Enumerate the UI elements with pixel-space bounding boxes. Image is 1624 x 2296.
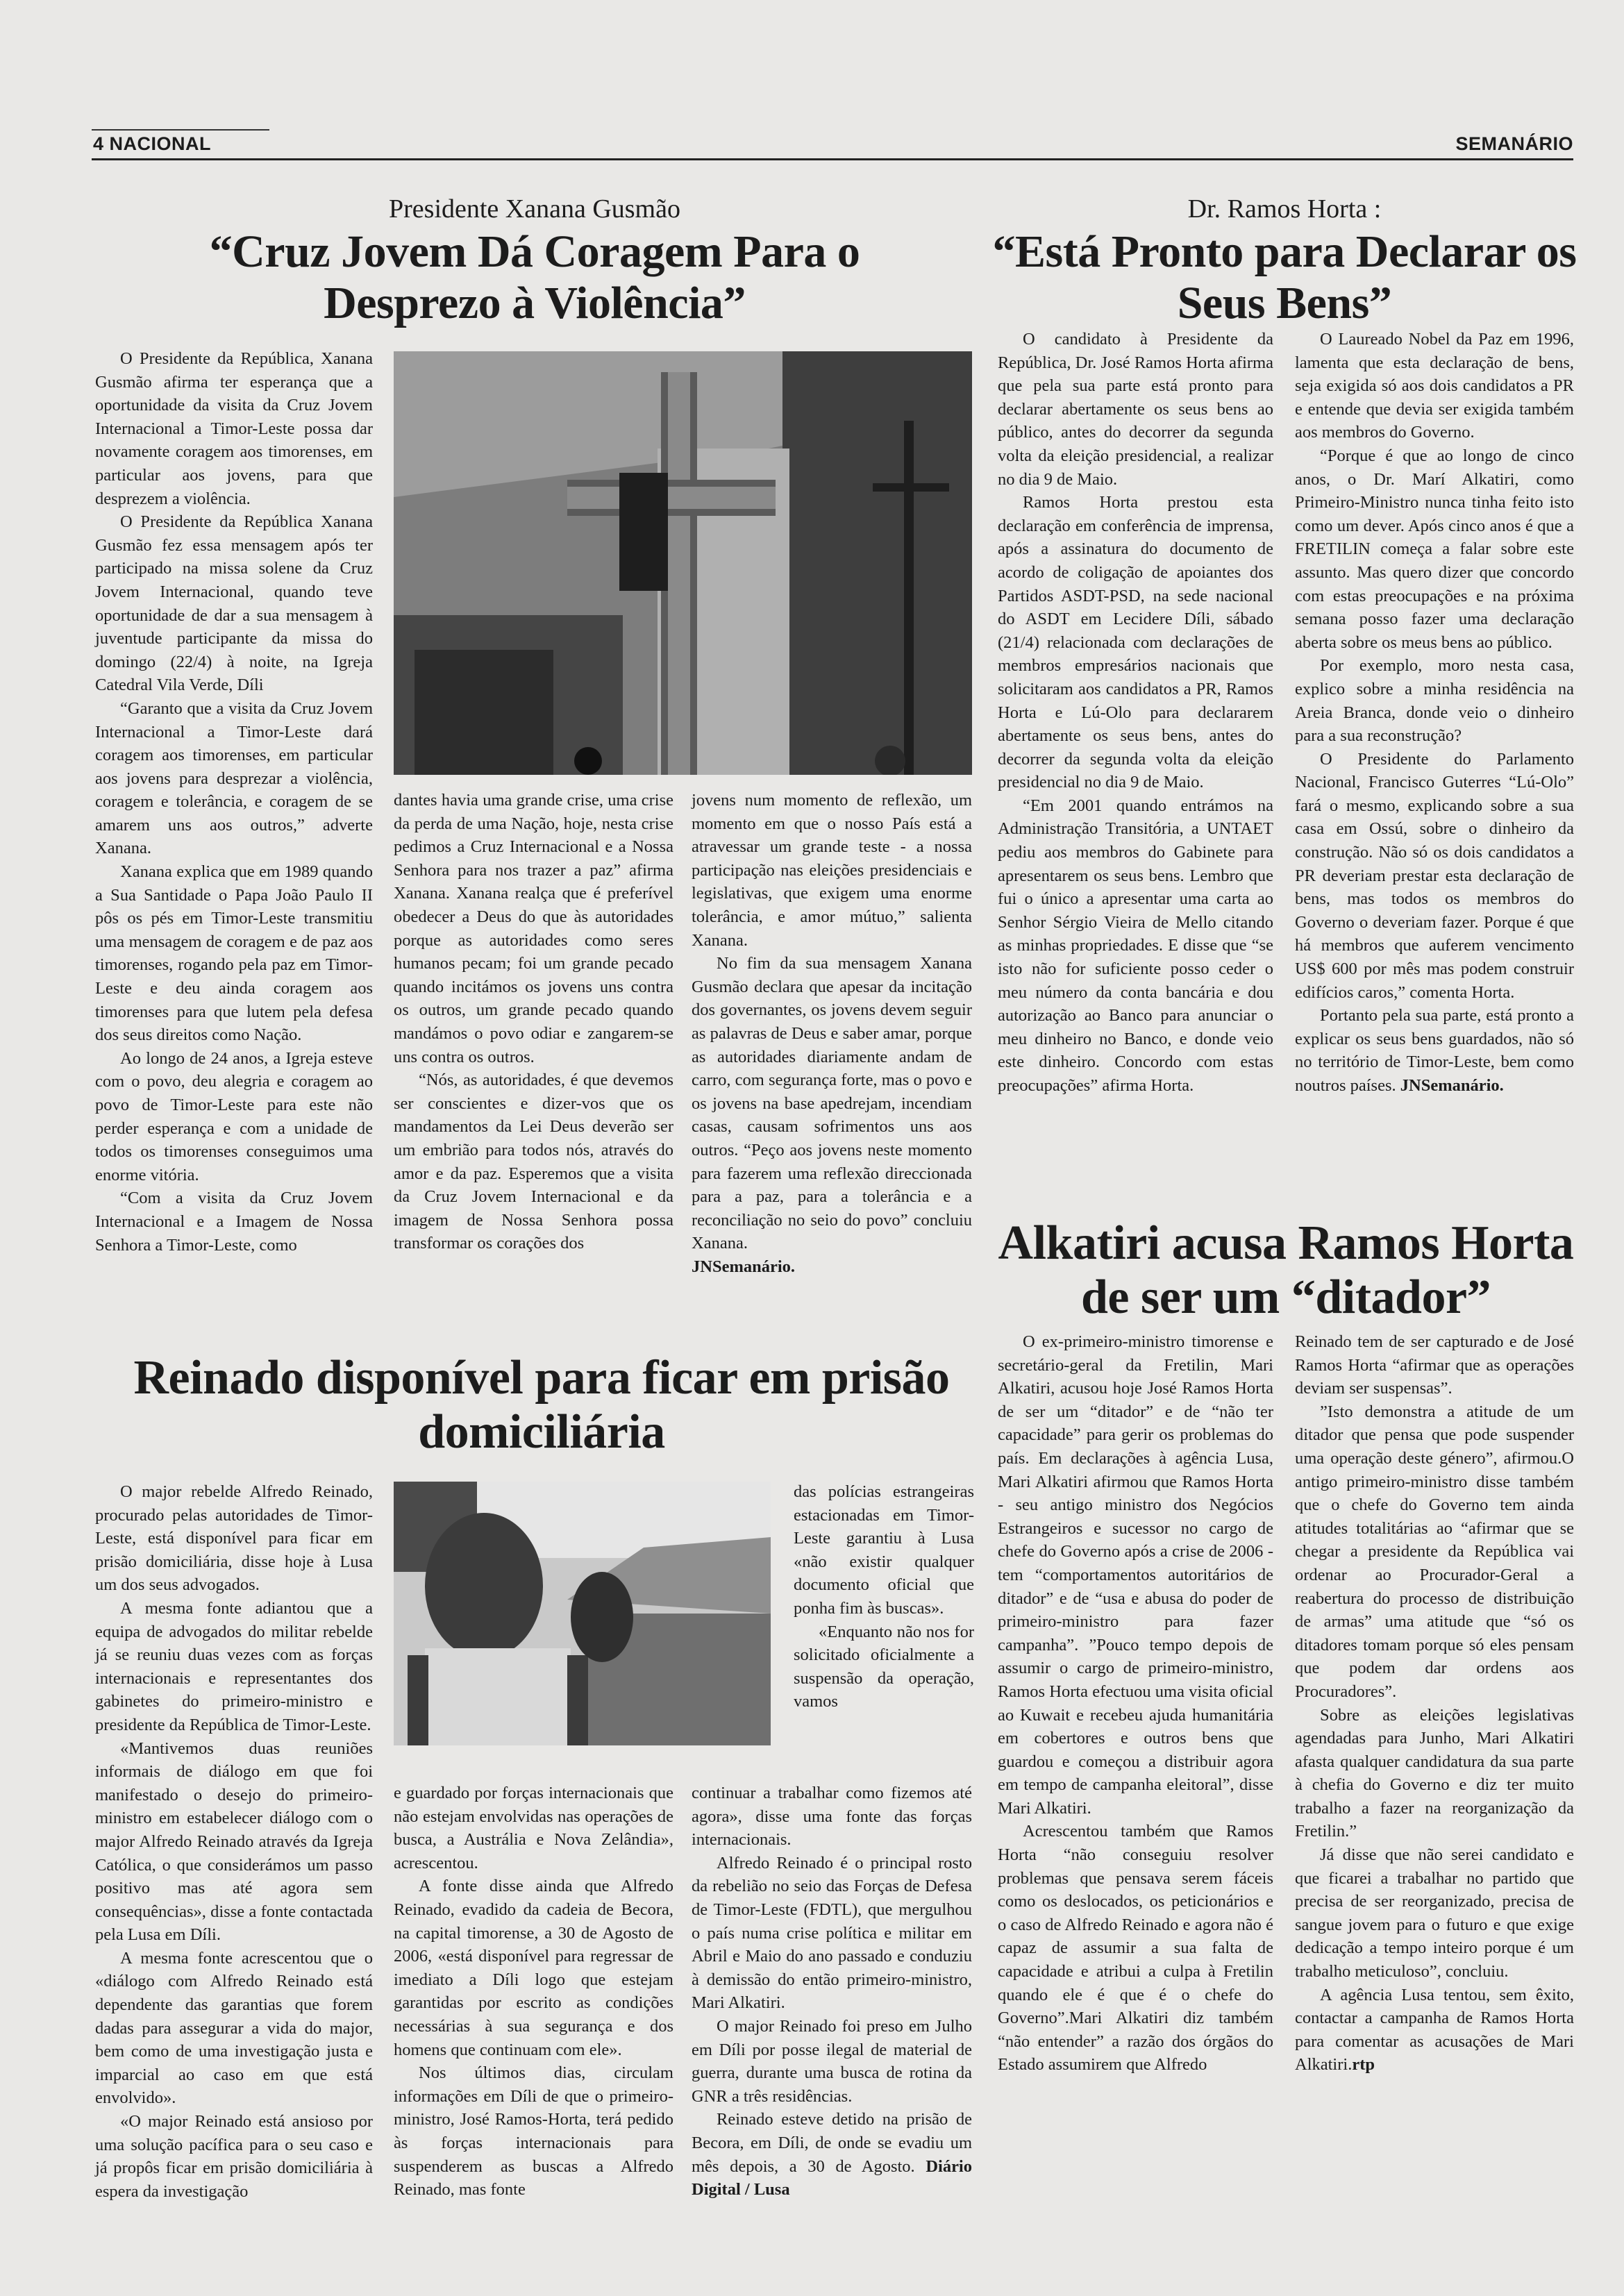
paragraph: «Mantivemos duas reuniões informais de diálogo em que foi manifestado o desejo do primeiro-ministro em estabelecer diálogo com o major Alfredo Reinado através da Igreja Católica, o que considerámos um passo positivo mas até agora sem consequências», disse a fonte contactada pela Lusa em Díli. <box>95 1738 373 1945</box>
paragraph: Reinado esteve detido na prisão de Becora, em Díli, de onde se evadiu um mês depois, a 30 de Agosto. <box>692 2110 972 2176</box>
reinado-col-3 <box>692 1782 972 2202</box>
paragraph: Alfredo Reinado é o principal rosto da rebelião no seio das Forças de Defesa de Timor-Leste (FDTL), que mergulhou o país numa crise política e militar em Abril e Maio do ano passado e conduziu à demissão do então primeiro-ministro, Mari Alkatiri. <box>692 1853 972 2013</box>
page-label: 4 NACIONAL <box>93 133 212 154</box>
paragraph: O ex-primeiro-ministro timorense e secretário-geral da Fretilin, Mari Alkatiri, acusou hoje José Ramos Horta de ser um “ditador” e de “não ter capacidade” para gerir os problemas do país. Em declarações à agência Lusa, Mari Alkatiri afirmou que Ramos Horta - seu antigo ministro dos Negócios Estrangeiros e sucessor no cargo de chefe do Governo após a crise de 2006 - tem “comportamentos autoritários de ditador” e de “usa e abusa do poder de primeiro-ministro para fazer campanha”. ”Pouco tempo depois de assumir o cargo de primeiro-ministro, Ramos Horta efectuou uma visita oficial ao Kuwait e recebeu ajuda humanitária em cobertores e outros bens que guardou e começou a distribuir agora em tempo de campanha eleitoral”, disse Mari Alkatiri. <box>998 1332 1273 1818</box>
header-rule-short <box>92 129 269 131</box>
reinado-headline: Reinado disponível para ficar em prisão domiciliária <box>133 1351 950 1459</box>
header-rule <box>92 158 1573 160</box>
alkatiri-headline: Alkatiri acusa Ramos Horta de ser um “ditador” <box>998 1216 1574 1324</box>
alkatiri-col-2 <box>1295 1330 1574 2077</box>
paragraph: Já disse que não serei candidato e que ficarei a trabalhar no partido que precisa de ser reorganizado, precisa de sangue jovem para o futuro e que exige dedicação a tempo inteiro porque é um trabalho meticuloso”, concluiu. <box>1295 1845 1574 1981</box>
paragraph: A agência Lusa tentou, sem êxito, contactar a campanha de Ramos Horta para comentar as acusações de Mari Alkatiri. <box>1295 1985 1574 2075</box>
paragraph: «O major Reinado está ansioso por uma solução pacífica para o seu caso e já propôs ficar em prisão domiciliária à espera da investigação <box>95 2112 373 2201</box>
reinado-col-3-top <box>794 1480 974 1713</box>
paragraph: A mesma fonte acrescentou que o «diálogo com Alfredo Reinado está dependente das garantias que forem dadas para assegurar a vida do major, bem como de uma investigação justa e imparcial ao caso em que está envolvido». <box>95 1948 373 2108</box>
paragraph: Ao longo de 24 anos, a Igreja esteve com o povo, deu alegria e coragem ao povo de Timor-Leste para este não perder esperança e com a unidade de todos os timorenses conseguimos uma enorme vitória. <box>95 1048 373 1184</box>
paragraph: A mesma fonte adiantou que a equipa de advogados do militar rebelde já se reuniu duas vezes com as forças internacionais e representantes dos gabinetes do primeiro-ministro e presidente da República de Timor-Leste. <box>95 1598 373 1734</box>
paragraph: O Presidente do Parlamento Nacional, Francisco Guterres “Lú-Olo” fará o mesmo, explicando sobre a sua casa em Ossú, sobre o dinheiro da construção. Não só os dois candidatos a PR deveriam prestar esta declaração de bens, mas todos os membros do Governo o deveriam fazer. Porque é que há membros que auferem vencimento US$ 600 por mês mas podem construir edifícios caros,” comenta Horta. <box>1295 749 1574 1002</box>
signature: JNSemanário. <box>692 1257 796 1276</box>
reinado-col-2 <box>394 1782 673 2202</box>
paragraph: No fim da sua mensagem Xanana Gusmão declara que apesar da incitação dos governantes, os jovens devem seguir as palavras de Deus e saber amar, porque as autoridades diariamente andam de carro, com segurança forte, mas o povo e os jovens na base apedrejam, incendiam casas, causam sofrimentos uns aos outros. “Peço aos jovens neste momento para fazerem uma reflexão direccionada para a paz, para a tolerância e a reconciliação no seio do povo” concluiu Xanana. <box>692 954 972 1253</box>
signature: Diário Digital / Lusa <box>692 2156 972 2199</box>
paragraph: O major Reinado foi preso em Julho em Díli por posse ilegal de material de guerra, durante uma busca de rotina da GNR a três residências. <box>692 2016 972 2106</box>
xanana-col-2 <box>394 789 673 1255</box>
paragraph: Por exemplo, moro nesta casa, explico sobre a minha residência na Areia Branca, donde veio o dinheiro para a sua reconstrução? <box>1295 656 1574 746</box>
paragraph: ”Isto demonstra a atitude de um ditador que pensa que pode suspender uma operação deste género”, afirmou.O antigo primeiro-ministro disse também que o chefe do Governo tem ainda atitudes totalitárias ao “afirmar que se chegar a presidente da República vai ordenar ao Procurador-Geral a reabertura do processo de distribuição de armas” uma atitude que “só os ditadores tomam porque só eles pensam que podem dar ordens aos Procuradores”. <box>1295 1402 1574 1701</box>
horta-col-1 <box>998 328 1273 1098</box>
horta-kicker: Dr. Ramos Horta : <box>1187 194 1382 224</box>
xanana-col-1 <box>95 347 373 1257</box>
xanana-headline: “Cruz Jovem Dá Coragem Para o Desprezo à Violência” <box>209 226 860 328</box>
paragraph: dantes havia uma grande crise, uma crise da perda de uma Nação, hoje, nesta crise pedimos a Cruz Internacional e a Nossa Senhora para nos trazer a paz” afirma Xanana. Xanana realça que é preferível obedecer a Deus do que às autoridades porque as autoridades como seres humanos pecam; foi um grande pecado quando incitámos os jovens uns contra os outros, um grande pecado quando mandámos o povo odiar e zangarem-se uns contra os outros. <box>394 791 673 1066</box>
paragraph: O Laureado Nobel da Paz em 1996, lamenta que esta declaração de bens, seja exigida só aos dois candidatos a PR e entende que devia ser exigida também aos membros do Governo. <box>1295 330 1574 442</box>
paragraph: “Garanto que a visita da Cruz Jovem Internacional a Timor-Leste dará coragem aos timorenses, em particular aos jovens para desprezar a violência, coragem e tolerância, e coragem de se amarem uns aos outros,” adverte Xanana. <box>95 698 373 858</box>
paragraph: jovens num momento de reflexão, um momento em que o nosso País está a atravessar um grande teste - a nossa participação nas eleições presidenciais e legislativas, que exigem uma enorme tolerância, e amor mútuo,” salienta Xanana. <box>692 791 972 950</box>
paragraph: Acrescentou também que Ramos Horta “não conseguiu resolver problemas que pensava serem fáceis como os deslocados, os peticionários e o caso de Alfredo Reinado e agora não é capaz de assumir a sua falta de capacidade e atribui a culpa à Fretilin quando ele é que é o chefe do Governo”.Mari Alkatiri diz também “não entender” a razão dos órgãos do Estado assumirem que Alfredo <box>998 1822 1273 2075</box>
paragraph: O Presidente da República, Xanana Gusmão afirma ter esperança que a oportunidade da visita da Cruz Jovem Internacional a Timor-Leste possa dar novamente coragem aos timorenses, em particular aos jovens, para que desprezem a violência. <box>95 349 373 508</box>
xanana-kicker: Presidente Xanana Gusmão <box>389 194 680 224</box>
xanana-col-3 <box>692 789 972 1278</box>
paragraph: Nos últimos dias, circulam informações em Díli de que o primeiro-ministro, José Ramos-Horta, terá pedido às forças internacionais para suspenderem as buscas a Alfredo Reinado, mas fonte <box>394 2063 673 2199</box>
signature: rtp <box>1352 2055 1375 2075</box>
paragraph: “Nós, as autoridades, é que devemos ser conscientes e dizer-vos que os mandamentos da Lei Deus deverão ser um embrião para todos nós, através do amor e da paz. Esperemos que a visita da Cruz Jovem Internacional e da imagem de Nossa Senhora possa transformar os corações dos <box>394 1071 673 1253</box>
signature: JNSemanário. <box>1400 1076 1504 1095</box>
reinado-col-1 <box>95 1480 373 2203</box>
paragraph: “Porque é que ao longo de cinco anos, o Dr. Marí Alkatiri, como Primeiro-Ministro nunca tinha feito isto como um dever. Após cinco anos é que a FRETILIN começa a falar sobre este assunto. Mas quero dizer que concordo com estas preocupações e na próxima semana posso fazer uma declaração aberta sobre os meus bens ao público. <box>1295 446 1574 652</box>
paragraph: A fonte disse ainda que Alfredo Reinado, evadido da cadeia de Becora, na capital timorense, a 30 de Agosto de 2006, «está disponível para regressar de imediato a Díli logo que estejam garantidas por escrito as condições necessárias à sua segurança e dos homens que continuam com ele». <box>394 1877 673 2059</box>
paragraph: Ramos Horta prestou esta declaração em conferência de imprensa, após a assinatura do documento de acordo de coligação de apoiantes dos Partidos ASDT-PSD, na sede nacional do ASDT em Lecidere Díli, sábado (21/4) relacionada com declarações de membros empresários nacionais que solicitaram aos candidatos a PR, Ramos Horta e Lú-Olo para declararem abertamente os seus bens, antes do decorrer da segunda volta da eleição presidencial no dia 9 de Maio. <box>998 493 1273 792</box>
paragraph: das polícias estrangeiras estacionadas em Timor-Leste garantiu à Lusa «não existir qualquer documento oficial que ponha fim às buscas». <box>794 1482 974 1618</box>
paragraph: O major rebelde Alfredo Reinado, procurado pelas autoridades de Timor-Leste, está disponível para ficar em prisão domiciliária, disse hoje à Lusa um dos seus advogados. <box>95 1482 373 1595</box>
paragraph: Portanto pela sua parte, está pronto a explicar os seus bens guardados, não só no território de Timor-Leste, bem como noutros países. <box>1295 1006 1574 1095</box>
horta-col-2 <box>1295 328 1574 1098</box>
reinado-photo <box>394 1482 771 1745</box>
paragraph: O Presidente da República Xanana Gusmão fez essa mensagem após ter participado na missa solene da Cruz Jovem Internacional, quando teve oportunidade de dar a sua mensagem à juventude participante da missa do domingo (22/4) à noite, na Igreja Catedral Vila Verde, Díli <box>95 512 373 695</box>
paragraph: continuar a trabalhar como fizemos até agora», disse uma fonte das forças internacionais. <box>692 1784 972 1850</box>
paragraph: e guardado por forças internacionais que não estejam envolvidas nas operações de busca, a Austrália e Nova Zelândia», acrescentou. <box>394 1784 673 1872</box>
horta-headline: “Está Pronto para Declarar os Seus Bens” <box>992 226 1577 328</box>
paragraph: Reinado tem de ser capturado e de José Ramos Horta “afirmar que as operações deviam ser suspensas”. <box>1295 1332 1574 1398</box>
paragraph: Xanana explica que em 1989 quando a Sua Santidade o Papa João Paulo II pôs os pés em Timor-Leste transmitiu uma mensagem de coragem e de paz aos timorenses, rogando pela paz em Timor-Leste e deu ainda coragem aos timorenses para que lutem pela defesa dos seus direitos como Nação. <box>95 862 373 1045</box>
alkatiri-col-1 <box>998 1330 1273 2077</box>
brand-label: SEMANÁRIO <box>1455 133 1573 154</box>
paragraph: “Em 2001 quando entrámos na Administração Transitória, a UNTAET pediu aos membros do Gabinete para apresentarem os seus bens. Lembro que fui o único a apresentar uma carta ao Senhor Sérgio Vieira de Mello citando as minhas propriedades. E disse que “se isto não for suficiente posso ceder o meu número da conta bancária e dou autorização ao Banco para anunciar o meu dinheiro no Banco, e donde veio este dinheiro. Concordo com estas preocupações” afirma Horta. <box>998 796 1273 1095</box>
cross-photo <box>394 351 972 775</box>
paragraph: Sobre as eleições legislativas agendadas para Junho, Mari Alkatiri afasta qualquer candidatura da sua parte à chefia do Governo e diz ter muito trabalho a fazer na reorganização da Fretilin.” <box>1295 1705 1574 1841</box>
paragraph: O candidato à Presidente da República, Dr. José Ramos Horta afirma que pela sua parte está pronto para declarar abertamente os seus bens ao público, antes do decorrer da segunda volta da eleição presidencial, a realizar no dia 9 de Maio. <box>998 330 1273 489</box>
paragraph: “Com a visita da Cruz Jovem Internacional e a Imagem de Nossa Senhora a Timor-Leste, como <box>95 1189 373 1255</box>
paragraph: «Enquanto não nos for solicitado oficialmente a suspensão da operação, vamos <box>794 1622 974 1711</box>
